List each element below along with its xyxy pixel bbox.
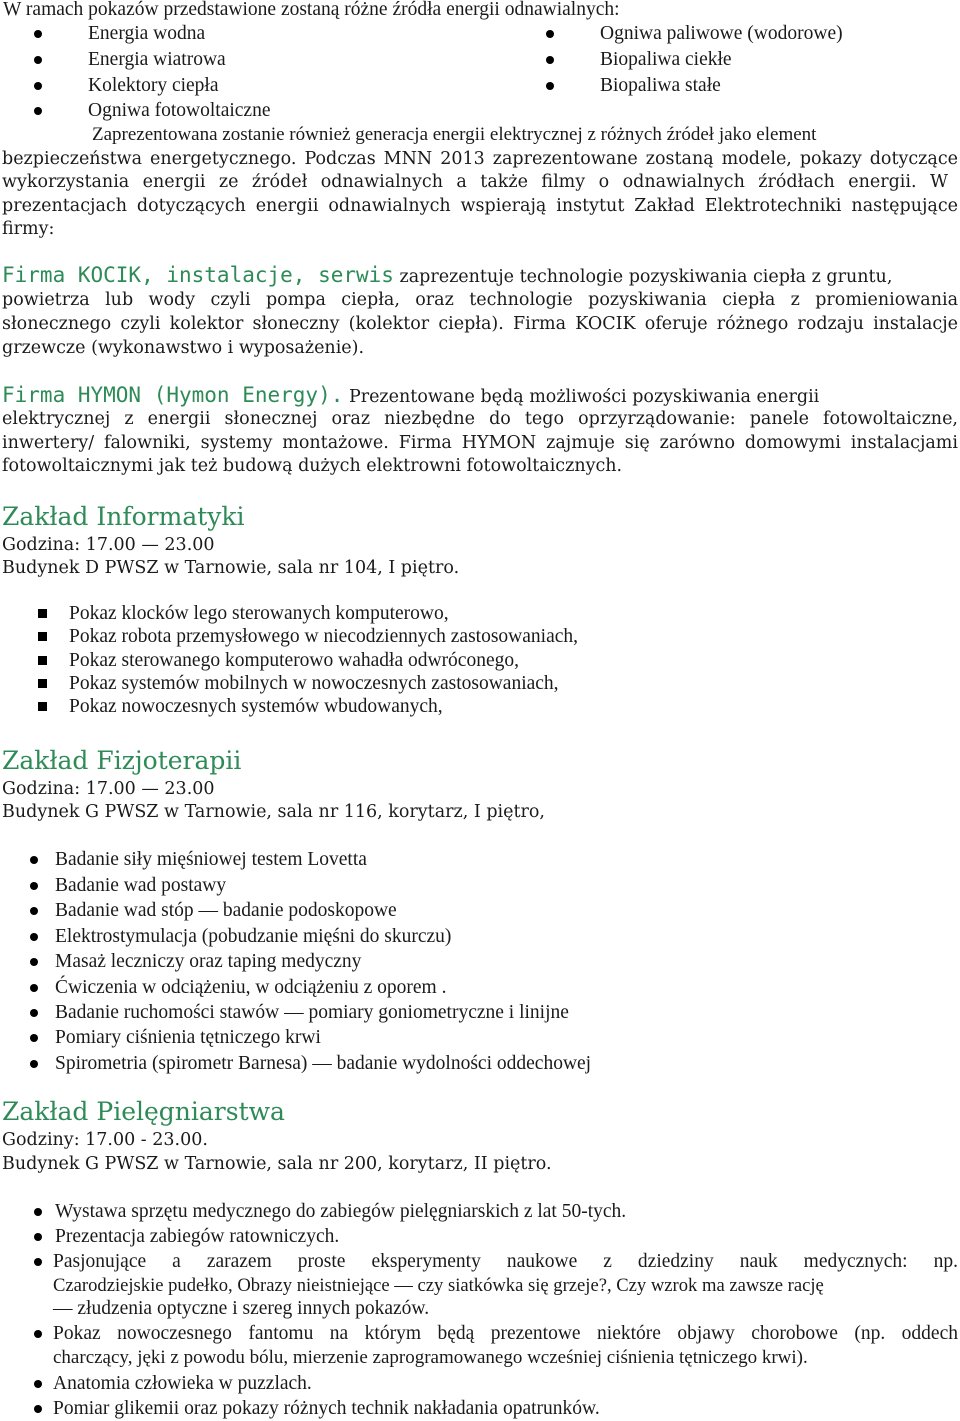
list-item-continuation: Czarodziejskie pudełko, Obrazy nieistniejące — czy siatkówka się grzeje?, Czy wzrok ma zawsze rację (53, 1275, 824, 1296)
bullet-icon (546, 82, 554, 90)
list-item: Pomiary ciśnienia tętniczego krwi (55, 1027, 321, 1048)
list-item: Pokaz systemów mobilnych w nowoczesnych zastosowaniach, (69, 673, 559, 694)
bullet-icon (34, 1330, 42, 1338)
intro-paragraph-line: Zaprezentowana zostanie również generacja energii elektrycznej z różnych źródeł jako element (92, 124, 817, 145)
square-bullet-icon (38, 632, 47, 641)
bullet-icon (34, 30, 42, 38)
list-item: Biopaliwa stałe (600, 75, 721, 96)
hymon-paragraph-first-line (2, 383, 819, 409)
bullet-icon (34, 56, 42, 64)
hymon-line-rest: Prezentowane będą możliwości pozyskiwania energii (343, 387, 820, 407)
list-item: Energia wodna (88, 23, 206, 44)
firm-hymon-name: Firma HYMON (Hymon Energy). (2, 383, 344, 407)
list-item: Pokaz robota przemysłowego w niecodziennych zastosowaniach, (69, 626, 578, 647)
list-item: Energia wiatrowa (88, 49, 226, 70)
list-item: Prezentacja zabiegów ratowniczych. (55, 1226, 340, 1247)
list-item: Pasjonujące a zarazem proste eksperymenty naukowe z dziedziny nauk medycznych: np. (53, 1251, 958, 1272)
list-item: Pokaz klocków lego sterowanych komputerowo, (69, 603, 449, 624)
bullet-icon (34, 1380, 42, 1388)
bullet-icon (30, 882, 38, 890)
square-bullet-icon (38, 609, 47, 618)
hymon-paragraph-line: inwertery/ falowniki, systemy montażowe. Firma HYMON zajmuje się zarówno domowymi instalacjami (2, 433, 958, 453)
list-item: Spirometria (spirometr Barnesa) — badanie wydolności oddechowej (55, 1053, 592, 1074)
square-bullet-icon (38, 679, 47, 688)
section-place: Budynek G PWSZ w Tarnowie, sala nr 116, korytarz, I piętro, (2, 802, 545, 822)
list-item: Badanie siły mięśniowej testem Lovetta (55, 849, 367, 870)
list-item: Pokaz nowoczesnego fantomu na którym będą prezentowe niektóre objawy chorobowe (np. oddech (53, 1323, 958, 1344)
section-hours: Godzina: 17.00 — 23.00 (2, 535, 215, 555)
kocik-paragraph-first-line (2, 263, 892, 289)
list-item-continuation: — złudzenia optyczne i szereg innych pokazów. (53, 1298, 430, 1319)
list-item: Ogniwa paliwowe (wodorowe) (600, 23, 843, 44)
kocik-paragraph-line: grzewcze (wykonawstwo i wyposażenie). (2, 338, 365, 358)
bullet-icon (30, 984, 38, 992)
bullet-icon (34, 1258, 42, 1266)
list-item: Badanie ruchomości stawów — pomiary goniometryczne i linijne (55, 1002, 569, 1023)
list-item: Badanie wad postawy (55, 875, 227, 896)
section-heading-pielegniarstwa: Zakład Pielęgniarstwa (2, 1097, 285, 1126)
intro-paragraph-line: wykorzystania energii ze źródeł odnawialnych a także filmy o odnawialnych źródłach energii. W (2, 172, 948, 192)
firm-kocik-name: Firma KOCIK, instalacje, serwis (2, 263, 394, 287)
section-heading-fizjoterapii: Zakład Fizjoterapii (2, 746, 242, 775)
kocik-paragraph-line: słonecznego czyli kolektor słoneczny (kolektor ciepła). Firma KOCIK oferuje różnego rodzaju instalacje (2, 314, 958, 334)
kocik-line-rest: zaprezentuje technologie pozyskiwania ciepła z gruntu, (393, 267, 893, 287)
bullet-icon (546, 30, 554, 38)
list-item: Anatomia człowieka w puzzlach. (53, 1373, 312, 1394)
kocik-paragraph-line: powietrza lub wody czyli pompa ciepła, oraz technologie pozyskiwania ciepła z promieniowania (2, 290, 958, 310)
list-item-continuation: charczący, jęki z powodu bólu, mierzenie zaprogramowanego wcześniej ciśnienia tętniczego krwi). (53, 1347, 808, 1368)
bullet-icon (30, 1060, 38, 1068)
bullet-icon (30, 1034, 38, 1042)
list-item: Pokaz sterowanego komputerowo wahadła odwróconego, (69, 650, 519, 671)
section-heading-informatyki: Zakład Informatyki (2, 502, 245, 531)
square-bullet-icon (38, 702, 47, 711)
list-item: Biopaliwa ciekłe (600, 49, 732, 70)
section-place: Budynek D PWSZ w Tarnowie, sala nr 104, I piętro. (2, 558, 460, 578)
section-hours: Godzina: 17.00 — 23.00 (2, 779, 215, 799)
intro-lead: W ramach pokazów przedstawione zostaną różne źródła energii odnawialnych: (3, 0, 620, 20)
square-bullet-icon (38, 656, 47, 665)
bullet-icon (30, 1009, 38, 1017)
intro-paragraph-line: firmy: (2, 219, 55, 239)
bullet-icon (34, 82, 42, 90)
list-item: Ćwiczenia w odciążeniu, w odciążeniu z oporem . (55, 977, 447, 998)
hymon-paragraph-line: elektrycznej z energii słonecznej oraz niezbędne do tego oprzyrządowanie: panele fotowoltaiczne, (2, 409, 958, 429)
bullet-icon (34, 107, 42, 115)
bullet-icon (34, 1405, 42, 1413)
section-hours: Godziny: 17.00 - 23.00. (2, 1130, 208, 1150)
list-item: Ogniwa fotowoltaiczne (88, 100, 271, 121)
list-item: Wystawa sprzętu medycznego do zabiegów pielęgniarskich z lat 50-tych. (55, 1201, 627, 1222)
list-item: Elektrostymulacja (pobudzanie mięśni do skurczu) (55, 926, 452, 947)
bullet-icon (34, 1233, 42, 1241)
list-item: Pomiar glikemii oraz pokazy różnych technik nakładania opatrunków. (53, 1398, 600, 1419)
section-place: Budynek G PWSZ w Tarnowie, sala nr 200, korytarz, II piętro. (2, 1154, 552, 1174)
intro-paragraph-line: bezpieczeństwa energetycznego. Podczas MNN 2013 zaprezentowane zostaną modele, pokazy dotyczące (2, 149, 958, 169)
list-item: Pokaz nowoczesnych systemów wbudowanych, (69, 696, 443, 717)
bullet-icon (30, 933, 38, 941)
bullet-icon (30, 907, 38, 915)
intro-paragraph-line: prezentacjach dotyczących energii odnawialnych wspierają instytut Zakład Elektrotechniki następujące (2, 196, 958, 216)
bullet-icon (546, 56, 554, 64)
bullet-icon (30, 856, 38, 864)
list-item: Masaż leczniczy oraz taping medyczny (55, 951, 362, 972)
list-item: Kolektory ciepła (88, 75, 219, 96)
hymon-paragraph-line: fotowoltaicznymi jak też budową dużych elektrowni fotowoltaicznych. (2, 456, 623, 476)
bullet-icon (34, 1208, 42, 1216)
bullet-icon (30, 958, 38, 966)
list-item: Badanie wad stóp — badanie podoskopowe (55, 900, 397, 921)
